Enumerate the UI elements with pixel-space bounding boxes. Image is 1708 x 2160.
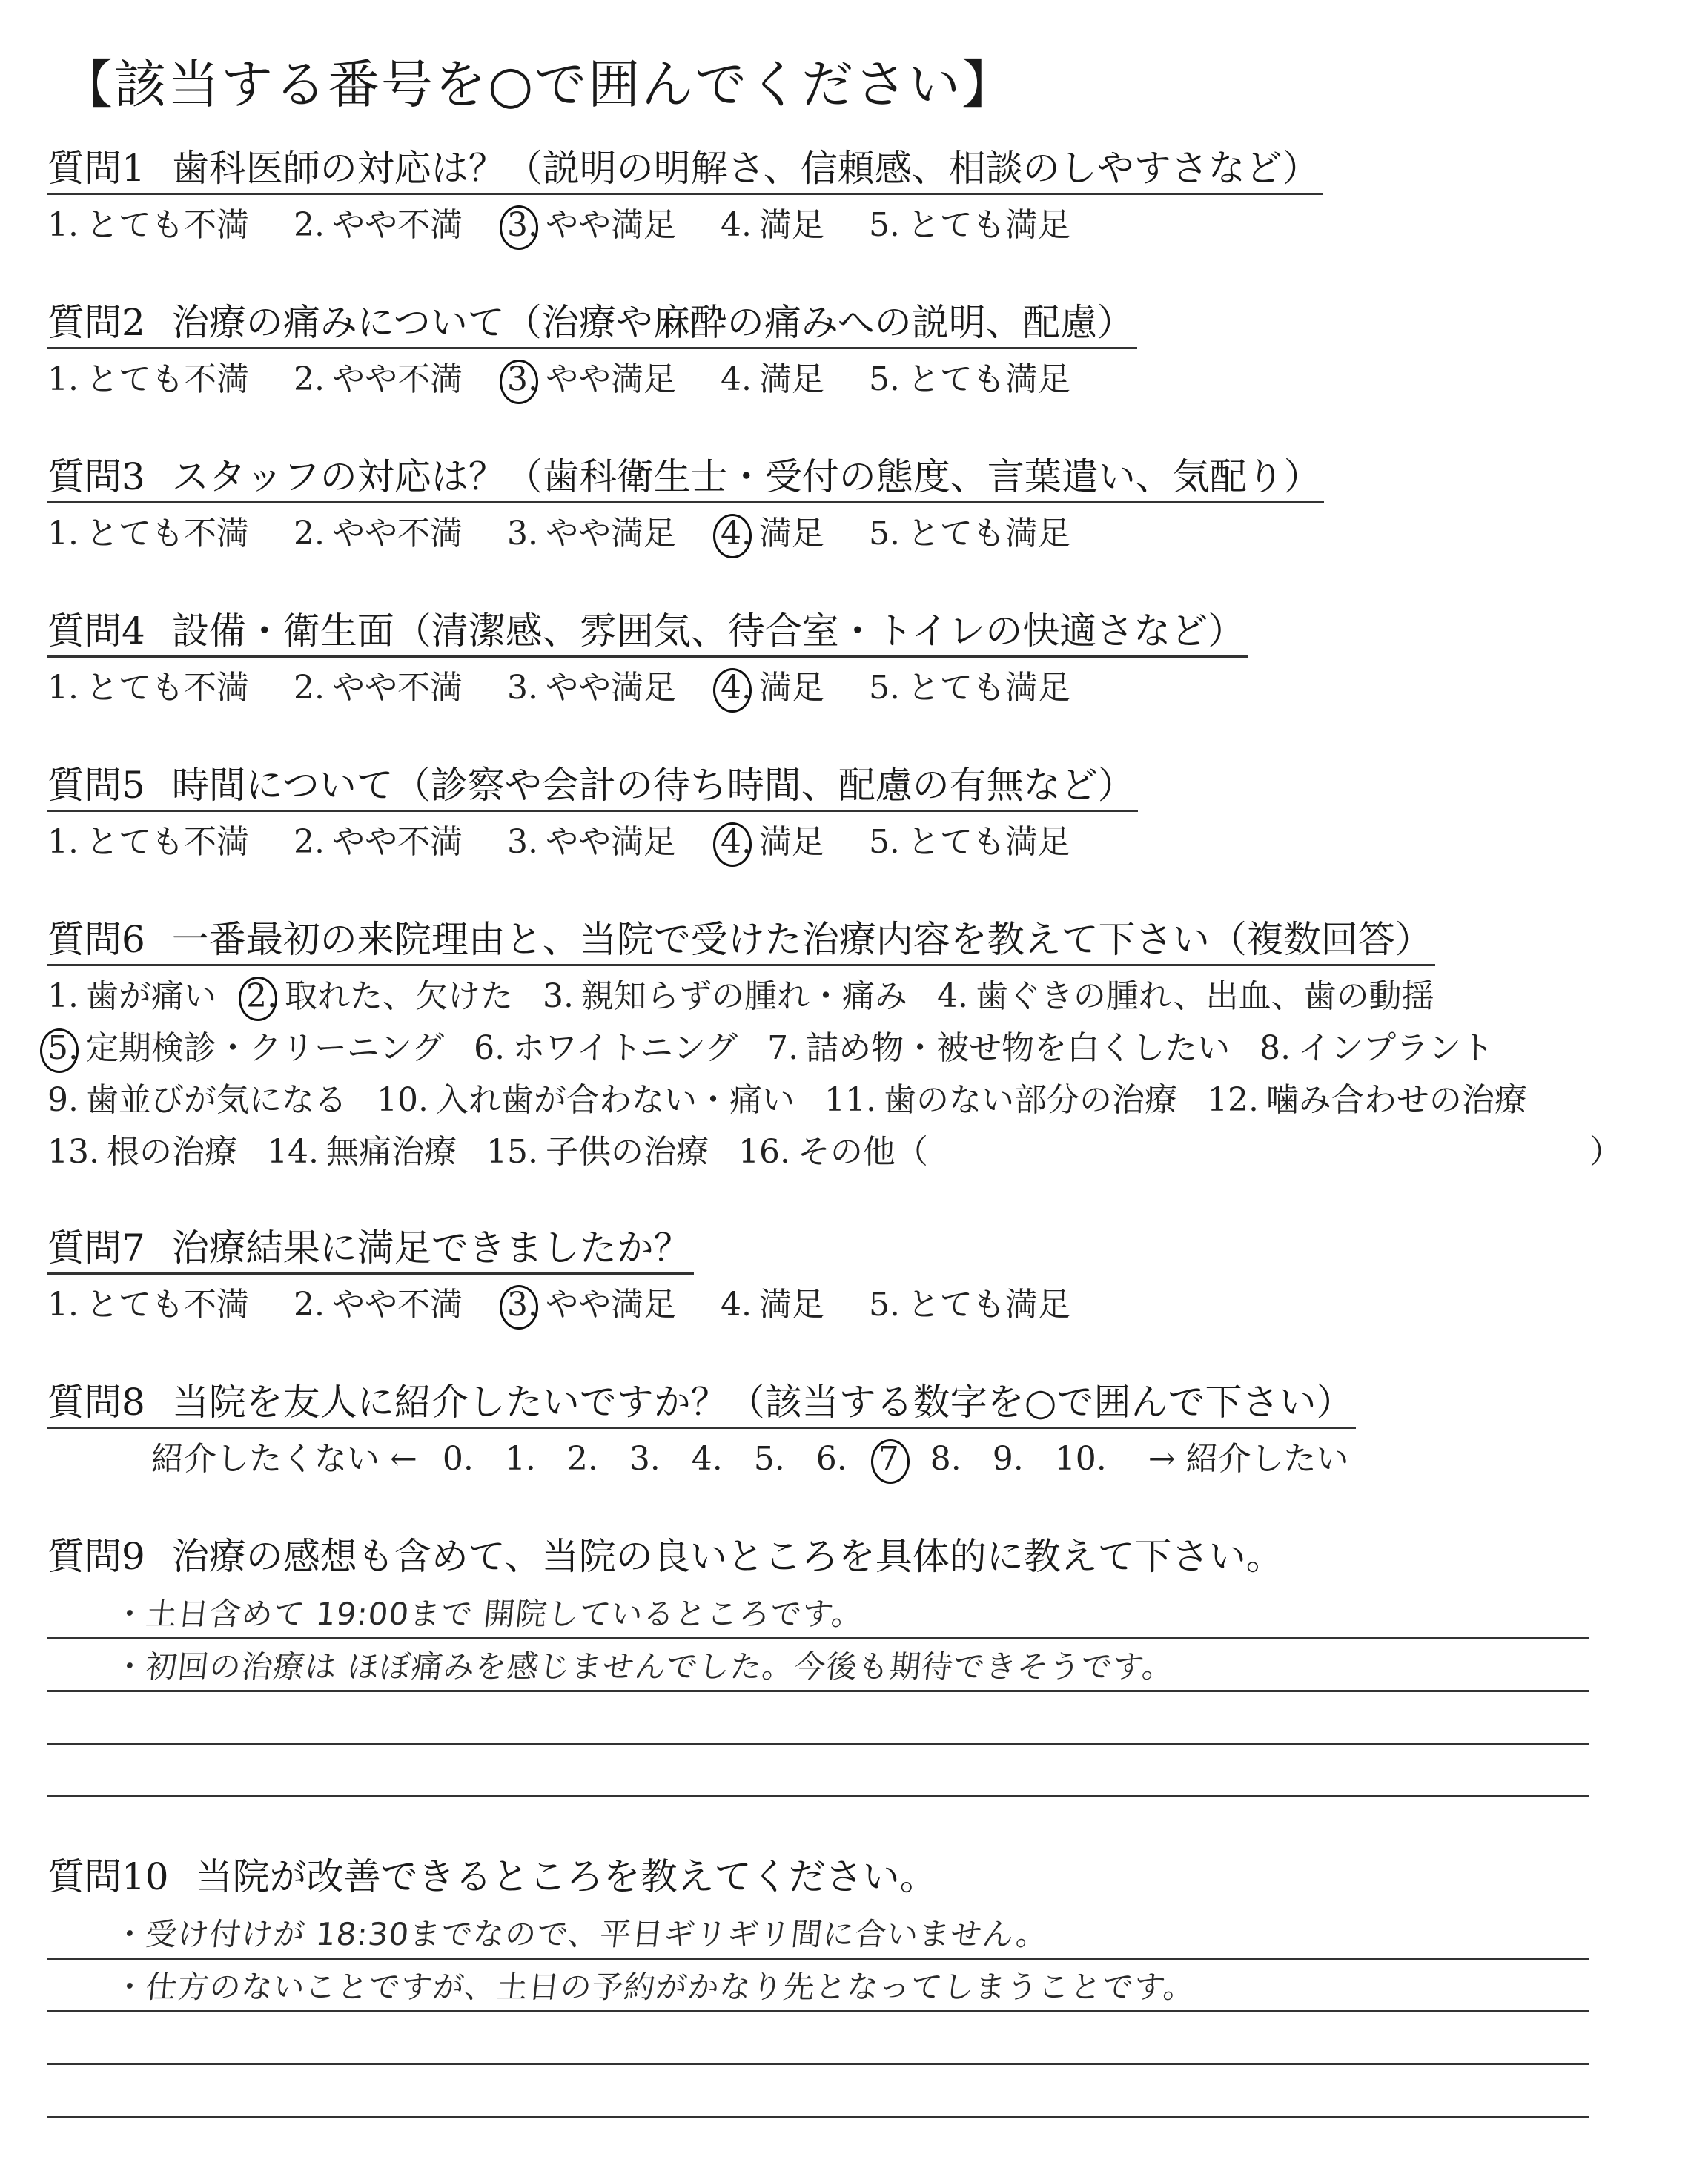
q5-option-4-label: 満足: [758, 823, 824, 861]
q6-option-8-label: インプラント: [1298, 1029, 1494, 1067]
q6-option-1[interactable]: [47, 971, 216, 1023]
q6-option-2-number-circled: 2.: [246, 971, 277, 1023]
q6-option-5-label: 定期検診・クリーニング: [85, 1029, 445, 1067]
q9-answer-line-1: [47, 1587, 1589, 1639]
question-6: [47, 916, 1622, 1178]
question-9-label: 質問9: [47, 1535, 145, 1578]
q8-option-1[interactable]: [505, 1433, 536, 1485]
q2-option-5[interactable]: [869, 354, 1070, 406]
q6-option-3-label: 親知らずの腫れ・痛み: [580, 977, 907, 1015]
q8-option-4[interactable]: [692, 1433, 723, 1485]
q5-option-5-number: 5.: [868, 823, 900, 861]
q6-option-15[interactable]: [486, 1126, 709, 1178]
q6-option-8[interactable]: [1260, 1023, 1494, 1074]
question-9-heading: [47, 1533, 1286, 1581]
q1-option-4-number: 4.: [720, 206, 752, 244]
q3-option-3-number: 3.: [506, 515, 538, 552]
question-9-text: 治療の感想も含めて、当院の良いところを具体的に教えて下さい。: [171, 1535, 1283, 1578]
q6-option-16-number: 16.: [738, 1133, 790, 1171]
q3-option-5-label: とても満足: [907, 515, 1070, 552]
q5-option-4[interactable]: [721, 816, 824, 868]
q6-option-4-label: 歯ぐきの腫れ、出血、歯の動揺: [975, 977, 1434, 1015]
question-9: [47, 1533, 1286, 1581]
q6-row-4: [47, 1126, 1622, 1178]
question-10: [47, 1854, 940, 1901]
q2-option-2-label: やや不満: [331, 360, 463, 398]
q6-option-11-label: 歯のない部分の治療: [883, 1081, 1177, 1119]
q3-option-1-number: 1.: [47, 515, 79, 552]
q4-option-5-label: とても満足: [907, 669, 1070, 707]
q6-option-15-label: 子供の治療: [545, 1133, 709, 1171]
q1-option-5[interactable]: [869, 199, 1070, 251]
question-5-options: [47, 816, 1138, 868]
q2-option-5-number: 5.: [868, 360, 900, 398]
question-3-options: [47, 508, 1324, 560]
question-7-options: [47, 1279, 1105, 1331]
q6-option-11[interactable]: [824, 1074, 1177, 1126]
q6-row-1: [47, 971, 1557, 1023]
q10-answer-line-1: [47, 1907, 1589, 1960]
q5-option-2[interactable]: [294, 816, 463, 868]
question-9-answer-area[interactable]: [47, 1587, 1589, 1797]
question-10-label: 質問10: [47, 1855, 169, 1898]
q6-option-16[interactable]: [738, 1126, 928, 1178]
q6-option-1-label: 歯が痛い: [85, 977, 216, 1015]
q6-option-7-label: 詰め物・被せ物を白くしたい: [806, 1029, 1231, 1067]
q7-option-4-label: 満足: [758, 1286, 824, 1324]
q2-option-1-label: とても不満: [85, 360, 249, 398]
question-4-text: 設備・衛生面（清潔感、雰囲気、待合室・トイレの快適さなど）: [171, 610, 1245, 653]
q3-option-2-label: やや不満: [331, 515, 463, 552]
q8-option-2[interactable]: [567, 1433, 598, 1485]
q8-option-10-number: 10.: [1054, 1440, 1107, 1478]
question-3-label: 質問3: [47, 455, 145, 498]
q3-option-1[interactable]: [47, 508, 249, 560]
q5-option-2-number: 2.: [293, 823, 325, 861]
q8-option-7[interactable]: [878, 1433, 899, 1485]
q8-option-3[interactable]: [629, 1433, 661, 1485]
q8-number-list: [443, 1440, 1138, 1478]
q4-option-4[interactable]: [721, 662, 824, 714]
q3-option-4[interactable]: [721, 508, 824, 560]
q9-answer-1: ・土日含めて 19:00まで 開院しているところです。: [112, 1596, 866, 1632]
q8-option-8-number: 8.: [930, 1440, 961, 1478]
q8-option-0-number: 0.: [442, 1440, 474, 1478]
instruction-heading: 【該当する番号を○で囲んでください】: [61, 54, 1016, 115]
q2-option-5-label: とても満足: [907, 360, 1070, 398]
q4-option-4-label: 満足: [758, 669, 824, 707]
q5-option-3-label: やや満足: [545, 823, 676, 861]
question-3: [47, 454, 1324, 560]
q6-option-4-number: 4.: [936, 977, 968, 1015]
question-5-text: 時間について（診察や会計の待ち時間、配慮の有無など）: [171, 764, 1135, 807]
q6-option-12[interactable]: [1207, 1074, 1527, 1126]
q8-option-0[interactable]: [443, 1433, 474, 1485]
q1-option-5-number: 5.: [868, 206, 900, 244]
question-4-label: 質問4: [47, 610, 145, 653]
question-10-heading: [47, 1854, 940, 1901]
q3-option-5-number: 5.: [868, 515, 900, 552]
q6-option-8-number: 8.: [1260, 1029, 1291, 1067]
q6-option-9-label: 歯並びが気になる: [85, 1081, 347, 1119]
q3-option-4-number-circled: 4.: [721, 508, 752, 560]
question-8-scale: [47, 1433, 1364, 1485]
question-2-text: 治療の痛みについて（治療や麻酔の痛みへの説明、配慮）: [171, 301, 1134, 344]
q6-option-16-label: その他（: [797, 1133, 928, 1171]
q7-option-2-label: やや不満: [331, 1286, 463, 1324]
q7-option-1-label: とても不満: [85, 1286, 249, 1324]
q8-option-9-number: 9.: [992, 1440, 1024, 1478]
q6-option-6-number: 6.: [474, 1029, 506, 1067]
q10-answer-1: ・受け付けが 18:30までなので、平日ギリギリ間に合いません。: [112, 1916, 1050, 1952]
q6-option-13[interactable]: [47, 1126, 237, 1178]
q7-option-1[interactable]: [47, 1279, 249, 1331]
q2-option-1[interactable]: [47, 354, 249, 406]
question-7-heading: [47, 1225, 694, 1275]
question-2-heading: [47, 300, 1137, 349]
q6-option-5-number-circled: 5.: [47, 1023, 79, 1074]
q4-option-2-label: やや不満: [331, 669, 463, 707]
q4-option-4-number-circled: 4.: [721, 662, 752, 714]
q7-option-3-label: やや満足: [545, 1286, 676, 1324]
q4-option-3[interactable]: [507, 662, 676, 714]
q8-option-3-number: 3.: [629, 1440, 661, 1478]
q7-option-2[interactable]: [294, 1279, 463, 1331]
q3-option-1-label: とても不満: [85, 515, 249, 552]
q8-option-5-number: 5.: [753, 1440, 785, 1478]
q1-option-1-number: 1.: [47, 206, 79, 244]
q8-right-anchor: → 紹介したい: [1148, 1440, 1349, 1478]
q2-option-4[interactable]: [721, 354, 824, 406]
q4-option-2-number: 2.: [293, 669, 325, 707]
q6-option-7-number: 7.: [767, 1029, 799, 1067]
q6-option-5[interactable]: [47, 1023, 444, 1074]
q6-option-14-label: 無痛治療: [325, 1133, 457, 1171]
q6-other-close-paren: ）: [1589, 1133, 1622, 1171]
q8-option-10[interactable]: [1055, 1433, 1107, 1485]
q2-option-3-number-circled: 3.: [507, 354, 538, 406]
q5-option-1-number: 1.: [47, 823, 79, 861]
q2-option-1-number: 1.: [47, 360, 79, 398]
q6-option-10[interactable]: [377, 1074, 795, 1126]
q1-option-5-label: とても満足: [907, 206, 1070, 244]
q1-option-3[interactable]: [507, 199, 676, 251]
q4-option-5[interactable]: [869, 662, 1070, 714]
question-8-heading: [47, 1379, 1356, 1429]
q5-option-2-label: やや不満: [331, 823, 463, 861]
q8-option-6[interactable]: [816, 1433, 847, 1485]
question-10-answer-area[interactable]: [47, 1907, 1589, 2118]
q3-option-2-number: 2.: [293, 515, 325, 552]
q8-option-1-number: 1.: [504, 1440, 536, 1478]
q1-option-4[interactable]: [721, 199, 824, 251]
q1-option-1[interactable]: [47, 199, 249, 251]
question-1: [47, 145, 1323, 251]
q7-option-5-label: とても満足: [907, 1286, 1070, 1324]
q2-option-4-label: 満足: [758, 360, 824, 398]
q6-option-6[interactable]: [474, 1023, 738, 1074]
q6-option-1-number: 1.: [47, 977, 79, 1015]
question-5-heading: [47, 762, 1138, 812]
q9-answer-2: ・初回の治療は ほぼ痛みを感じませんでした。今後も期待できそうです。: [112, 1648, 1176, 1685]
q1-option-4-label: 満足: [758, 206, 824, 244]
q5-option-1[interactable]: [47, 816, 249, 868]
q6-option-3-number: 3.: [542, 977, 574, 1015]
q8-option-2-number: 2.: [566, 1440, 598, 1478]
q7-option-5-number: 5.: [868, 1286, 900, 1324]
question-2-options: [47, 354, 1137, 406]
q10-answer-2: ・仕方のないことですが、土日の予約がかなり先となってしまうことです。: [112, 1969, 1197, 2005]
q6-option-13-label: 根の治療: [106, 1133, 237, 1171]
q6-option-11-number: 11.: [824, 1081, 876, 1119]
q8-left-anchor: 紹介したくない ←: [151, 1440, 417, 1478]
q2-option-3-label: やや満足: [545, 360, 676, 398]
q1-option-2-number: 2.: [293, 206, 325, 244]
q8-option-4-number: 4.: [691, 1440, 723, 1478]
q6-option-12-number: 12.: [1206, 1081, 1259, 1119]
q6-row-2: [47, 1023, 1557, 1074]
q5-option-5-label: とても満足: [907, 823, 1070, 861]
question-4-heading: [47, 608, 1248, 658]
q8-option-8[interactable]: [930, 1433, 961, 1485]
q1-option-2-label: やや不満: [331, 206, 463, 244]
q6-option-9-number: 9.: [47, 1081, 79, 1119]
q3-option-3-label: やや満足: [545, 515, 676, 552]
question-6-heading: [47, 916, 1435, 966]
q1-option-1-label: とても不満: [85, 206, 249, 244]
question-5: [47, 762, 1138, 868]
q9-answer-line-4: [47, 1745, 1589, 1797]
q5-option-4-number-circled: 4.: [721, 816, 752, 868]
question-6-label: 質問6: [47, 918, 145, 961]
q6-option-2-label: 取れた、欠けた: [284, 977, 513, 1015]
q7-option-1-number: 1.: [47, 1286, 79, 1324]
q3-option-3[interactable]: [507, 508, 676, 560]
q6-option-3[interactable]: [543, 971, 907, 1023]
q6-option-2[interactable]: [246, 971, 513, 1023]
q3-option-5[interactable]: [869, 508, 1070, 560]
q9-answer-line-2: [47, 1639, 1589, 1692]
q4-option-5-number: 5.: [868, 669, 900, 707]
question-7: [47, 1225, 1105, 1331]
q2-option-3[interactable]: [507, 354, 676, 406]
q6-option-14[interactable]: [267, 1126, 457, 1178]
q4-option-3-label: やや満足: [545, 669, 676, 707]
q1-option-3-label: やや満足: [545, 206, 676, 244]
question-5-label: 質問5: [47, 764, 145, 807]
q6-option-12-label: 噛み合わせの治療: [1265, 1081, 1527, 1119]
q6-option-15-number: 15.: [486, 1133, 538, 1171]
q8-option-7-number-circled: 7: [878, 1433, 899, 1485]
q8-option-6-number: 6.: [815, 1440, 847, 1478]
q3-option-4-label: 満足: [758, 515, 824, 552]
q10-answer-line-2: [47, 1960, 1589, 2012]
q6-row-3: [47, 1074, 1557, 1126]
question-6-options: [47, 971, 1622, 1178]
question-3-heading: [47, 454, 1324, 503]
question-4-options: [47, 662, 1248, 714]
q10-answer-line-3: [47, 2012, 1589, 2065]
q5-option-3[interactable]: [507, 816, 676, 868]
q6-option-9[interactable]: [47, 1074, 347, 1126]
q1-option-3-number-circled: 3.: [507, 199, 538, 251]
q2-option-2-number: 2.: [293, 360, 325, 398]
question-4: [47, 608, 1248, 714]
question-1-text: 歯科医師の対応は？（説明の明解さ、信頼感、相談のしやすさなど）: [171, 147, 1320, 190]
q4-option-1[interactable]: [47, 662, 249, 714]
q6-option-10-label: 入れ歯が合わない・痛い: [435, 1081, 795, 1119]
q5-option-3-number: 3.: [506, 823, 538, 861]
question-6-text: 一番最初の来院理由と、当院で受けた治療内容を教えて下さい（複数回答）: [171, 918, 1432, 961]
question-2-label: 質問2: [47, 301, 145, 344]
q4-option-1-label: とても不満: [85, 669, 249, 707]
q7-option-3[interactable]: [507, 1279, 676, 1331]
question-8-label: 質問8: [47, 1381, 145, 1424]
question-7-label: 質問7: [47, 1226, 145, 1269]
question-1-heading: [47, 145, 1323, 195]
q9-answer-line-3: [47, 1692, 1589, 1745]
q1-option-2[interactable]: [294, 199, 463, 251]
q6-option-4[interactable]: [937, 971, 1434, 1023]
q7-option-3-number-circled: 3.: [507, 1279, 538, 1331]
q6-option-7[interactable]: [767, 1023, 1230, 1074]
q8-option-9[interactable]: [993, 1433, 1024, 1485]
q4-option-2[interactable]: [294, 662, 463, 714]
q4-option-1-number: 1.: [47, 669, 79, 707]
question-2: [47, 300, 1137, 406]
question-1-label: 質問1: [47, 147, 145, 190]
q2-option-2[interactable]: [294, 354, 463, 406]
question-8: [47, 1379, 1364, 1485]
question-7-text: 治療結果に満足できましたか？: [171, 1226, 691, 1269]
q6-option-13-number: 13.: [47, 1133, 99, 1171]
q7-option-2-number: 2.: [293, 1286, 325, 1324]
q6-option-14-number: 14.: [266, 1133, 319, 1171]
question-10-text: 当院が改善できるところを教えてください。: [195, 1855, 937, 1898]
q4-option-3-number: 3.: [506, 669, 538, 707]
question-8-text: 当院を友人に紹介したいですか？（該当する数字を○で囲んで下さい）: [171, 1381, 1354, 1424]
q3-option-2[interactable]: [294, 508, 463, 560]
q6-option-10-number: 10.: [376, 1081, 428, 1119]
q7-option-5[interactable]: [869, 1279, 1070, 1331]
question-1-options: [47, 199, 1323, 251]
question-3-text: スタッフの対応は？（歯科衛生士・受付の態度、言葉遣い、気配り）: [171, 455, 1321, 498]
q7-option-4[interactable]: [721, 1279, 824, 1331]
q10-answer-line-4: [47, 2065, 1589, 2118]
q5-option-1-label: とても不満: [85, 823, 249, 861]
q8-option-5[interactable]: [754, 1433, 785, 1485]
q2-option-4-number: 4.: [720, 360, 752, 398]
q6-option-6-label: ホワイトニング: [512, 1029, 738, 1067]
q7-option-4-number: 4.: [720, 1286, 752, 1324]
q5-option-5[interactable]: [869, 816, 1070, 868]
